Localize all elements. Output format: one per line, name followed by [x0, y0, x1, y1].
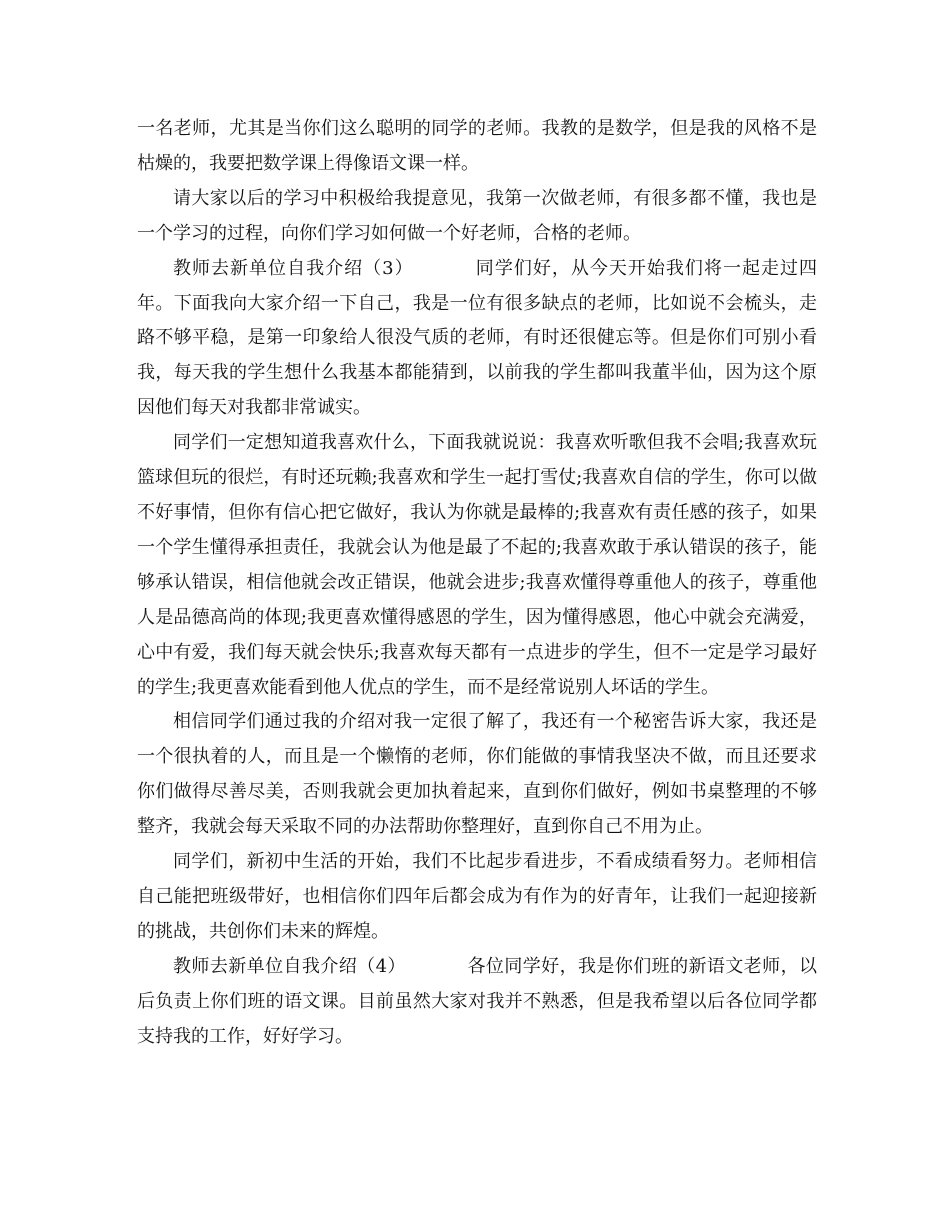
- paragraph-body: 各位同学好，我是你们班的新语文老师，以后负责上你们班的语文课。目前虽然大家对我并不熟悉，但是我希望以后各位同学都支持我的工作，好好学习。: [137, 955, 818, 1047]
- paragraph: [137, 950, 817, 1055]
- paragraph: 请大家以后的学习中积极给我提意见，我第一次做老师，有很多都不懂，我也是一个学习的过程，向你们学习如何做一个好老师，合格的老师。: [137, 187, 817, 244]
- paragraph: [137, 252, 817, 427]
- paragraph: 同学们一定想知道我喜欢什么，下面我就说说：我喜欢听歌但我不会唱;我喜欢玩篮球但玩的很烂，有时还玩赖;我喜欢和学生一起打雪仗;我喜欢自信的学生，你可以做不好事情，但你有信心把它做好，我认为你就是最棒的;我喜欢有责任感的孩子，如果一个学生懂得承担责任，我就会认为他是最了不起的;我喜欢敢于承认错误的孩子，能够承认错误，相信他就会改正错误，他就会进步;我喜欢懂得尊重他人的孩子，尊重他人是品德高尚的体现;我更喜欢懂得感恩的学生，因为懂得感恩，他心中就会充满爱，心中有爱，我们每天就会快乐;我喜欢每天都有一点进步的学生，但不一定是学习最好的学生;我更喜欢能看到他人优点的学生，而不是经常说别人坏话的学生。: [137, 432, 817, 698]
- paragraph: 一名老师，尤其是当你们这么聪明的同学的老师。我教的是数学，但是我的风格不是枯燥的，我要把数学课上得像语文课一样。: [137, 118, 817, 174]
- paragraph-body: 同学们好，从今天开始我们将一起走过四年。下面我向大家介绍一下自己，我是一位有很多缺点的老师，比如说不会梳头，走路不够平稳，是第一印象给人很没气质的老师，有时还很健忘等。但是你们可别小看我，每天我的学生想什么我基本都能猜到，以前我的学生都叫我董半仙，因为这个原因他们每天对我都非常诚实。: [137, 257, 818, 419]
- paragraph: 同学们，新初中生活的开始，我们不比起步看进步，不看成绩看努力。老师相信自己能把班级带好，也相信你们四年后都会成为有作为的好青年，让我们一起迎接新的挑战，共创你们未来的辉煌。: [137, 851, 817, 942]
- document-page: [137, 112, 817, 1054]
- section-heading: 教师去新单位自我介绍（4）: [173, 955, 406, 977]
- paragraph: 相信同学们通过我的介绍对我一定很了解了，我还有一个秘密告诉大家，我还是一个很执着的人，而且是一个懒惰的老师，你们能做的事情我坚决不做，而且还要求你们做得尽善尽美，否则我就会更加执着起来，直到你们做好，例如书桌整理的不够整齐，我就会每天采取不同的办法帮助你整理好，直到你自己不用为止。: [137, 711, 817, 838]
- section-heading: 教师去新单位自我介绍（3）: [173, 257, 414, 279]
